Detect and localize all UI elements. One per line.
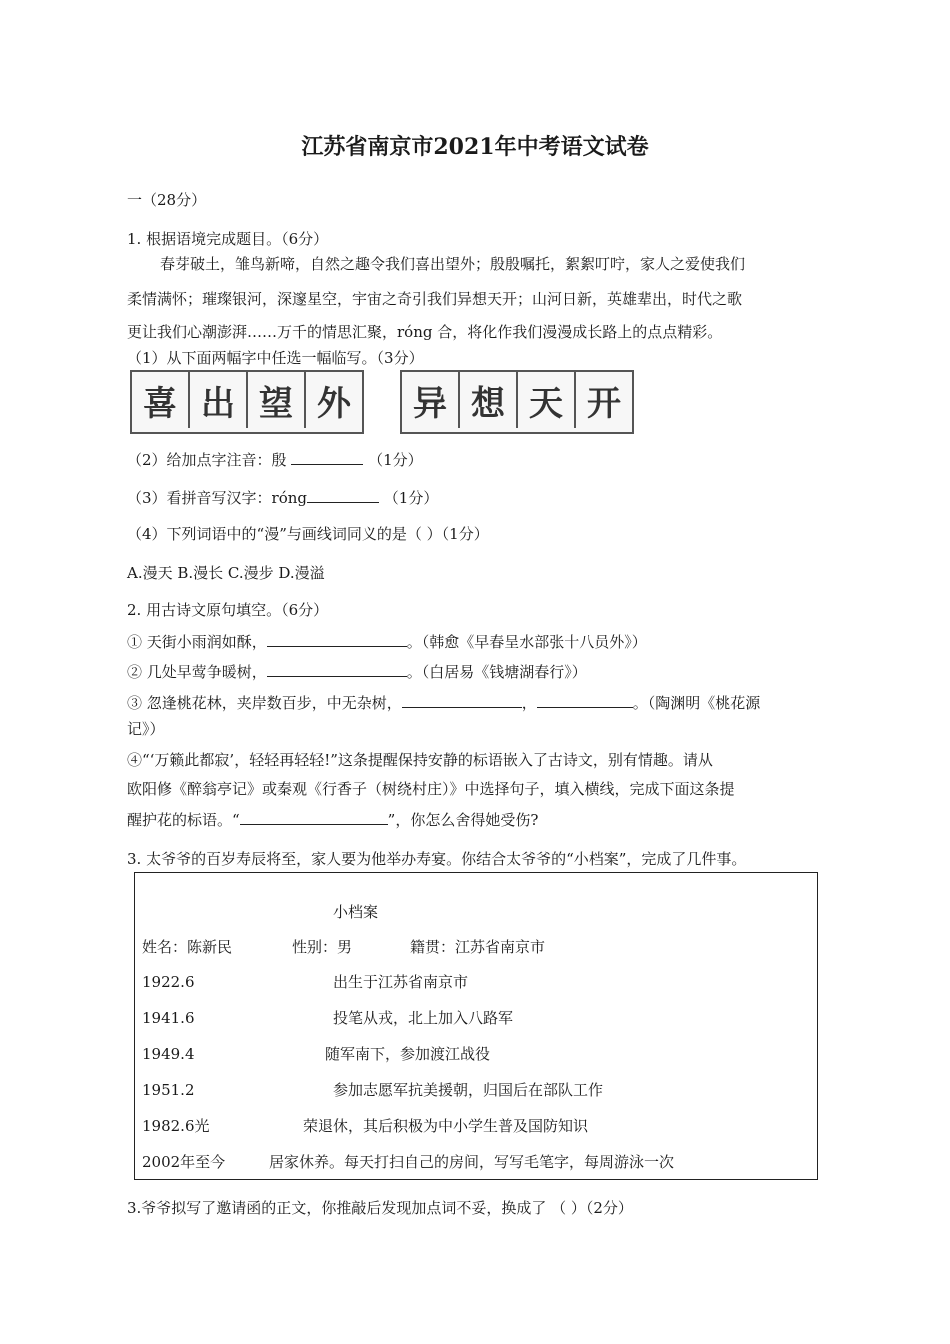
- q2-line-1-text: ① 天街小雨润如酥，: [127, 633, 267, 651]
- q2-line-1-source: 。（韩愈《早春呈水部张十八员外》）: [406, 633, 647, 651]
- answer-blank[interactable]: [267, 630, 407, 647]
- page-title: 江苏省南京市2021年中考语文试卷: [301, 134, 649, 160]
- archive-event: 参加志愿军抗美援朝，归国后在部队工作: [333, 1081, 604, 1099]
- q2-line-3-text: ③ 忽逢桃花林，夹岸数百步，中无杂树，: [127, 694, 402, 712]
- archive-title: 小档案: [333, 903, 379, 921]
- q1-passage-line: 更让我们心潮澎湃……万千的情思汇聚，róng 合，将化作我们漫漫成长路上的点点精彩。: [127, 323, 723, 341]
- archive-date: 1951.2: [142, 1081, 195, 1099]
- q2-line-3-source: 。（陶渊明《桃花源: [632, 694, 761, 712]
- archive-name: 姓名：陈新民: [142, 938, 233, 956]
- q1-heading: 1. 根据语境完成题目。（6分）: [127, 230, 329, 248]
- calligraphy-char: 外: [317, 383, 351, 424]
- q2-line-2-text: ② 几处早莺争暖树，: [127, 663, 267, 681]
- calligraphy-char: 望: [248, 372, 306, 428]
- q2-line-3-cont: 记》）: [127, 720, 165, 738]
- q2-line-4: ④“‘万籁此都寂’，轻轻再轻轻!”这条提醒保持安静的标语嵌入了古诗文，别有情趣。请从: [127, 751, 713, 769]
- answer-blank[interactable]: [267, 660, 407, 677]
- archive-event: 出生于江苏省南京市: [333, 973, 469, 991]
- q1-options: A.漫天 B.漫长 C.漫步 D.漫溢: [127, 564, 325, 582]
- answer-blank[interactable]: [291, 448, 363, 465]
- answer-blank[interactable]: [307, 486, 379, 503]
- section-heading: 一（28分）: [127, 191, 207, 209]
- calligraphy-char: 天: [518, 372, 576, 428]
- archive-date: 1941.6: [142, 1009, 195, 1027]
- answer-blank[interactable]: [240, 808, 388, 825]
- q2-line-3-sep: ，: [521, 694, 537, 712]
- q2-line-4-tail: ”，你怎么舍得她受伤?: [387, 811, 539, 829]
- q1-sub3-score: （1分）: [383, 489, 439, 507]
- answer-blank[interactable]: [402, 691, 522, 708]
- archive-event: 居家休养。每天打扫自己的房间，写写毛笔字，每周游泳一次: [269, 1153, 675, 1171]
- calligraphy-char: 开: [587, 383, 621, 424]
- calligraphy-sample-b: [400, 370, 634, 434]
- calligraphy-char: 出: [190, 372, 248, 428]
- q1-sub4: （4）下列词语中的“漫”与画线词同义的是（ ）（1分）: [127, 525, 489, 543]
- archive-gender: 性别：男: [292, 938, 353, 956]
- q2-line-4: 欧阳修《醉翁亭记》或秦观《行香子（树绕村庄）》中选择句子，填入横线，完成下面这条提: [127, 780, 735, 798]
- q1-sub1: （1）从下面两幅字中任选一幅临写。（3分）: [127, 349, 424, 367]
- q1-sub2-score: （1分）: [368, 451, 423, 469]
- archive-date: 1922.6: [142, 973, 195, 991]
- archive-event: 投笔从戎，北上加入八路军: [333, 1009, 514, 1027]
- q2-line-3: [127, 691, 760, 713]
- q2-line-1: [127, 630, 647, 652]
- q2-line-2-source: 。（白居易《钱塘湖春行》）: [406, 663, 587, 681]
- archive-event: 随军南下，参加渡江战役: [325, 1045, 491, 1063]
- archive-date: 1982.6光: [142, 1117, 210, 1135]
- q3-followup: 3.爷爷拟写了邀请函的正文，你推敲后发现加点词不妥，换成了 （ ）（2分）: [127, 1199, 633, 1217]
- calligraphy-sample-a: [130, 370, 364, 434]
- archive-event: 荣退休，其后积极为中小学生普及国防知识: [303, 1117, 589, 1135]
- calligraphy-char: 想: [460, 372, 518, 428]
- archive-date: 1949.4: [142, 1045, 195, 1063]
- calligraphy-char: 喜: [132, 372, 190, 428]
- archive-origin: 籍贯：江苏省南京市: [410, 938, 546, 956]
- q2-line-4: [127, 808, 538, 830]
- q2-line-2: [127, 660, 587, 682]
- q1-sub2-prompt: （2）给加点字注音：殷: [127, 451, 287, 469]
- q3-heading: 3. 太爷爷的百岁寿辰将至，家人要为他举办寿宴。你结合太爷爷的“小档案”，完成了几件事。: [127, 850, 747, 868]
- q2-line-4-text: 醒护花的标语。“: [127, 811, 240, 829]
- q1-sub2: [127, 448, 423, 470]
- calligraphy-char: 异: [402, 372, 460, 428]
- q1-passage-line: 柔情满怀；璀璨银河，深邃星空，宇宙之奇引我们异想天开；山河日新，英雄辈出，时代之歌: [127, 290, 743, 308]
- q1-sub3-prompt: （3）看拼音写汉字：róng: [127, 489, 308, 507]
- q2-heading: 2. 用古诗文原句填空。（6分）: [127, 601, 329, 619]
- q1-sub3: [127, 486, 438, 508]
- answer-blank[interactable]: [537, 691, 633, 708]
- archive-date: 2002年至今: [142, 1153, 226, 1171]
- q1-passage-line: 春芽破土，雏鸟新啼，自然之趣令我们喜出望外；殷殷嘱托，絮絮叮咛，家人之爱使我们: [160, 255, 746, 273]
